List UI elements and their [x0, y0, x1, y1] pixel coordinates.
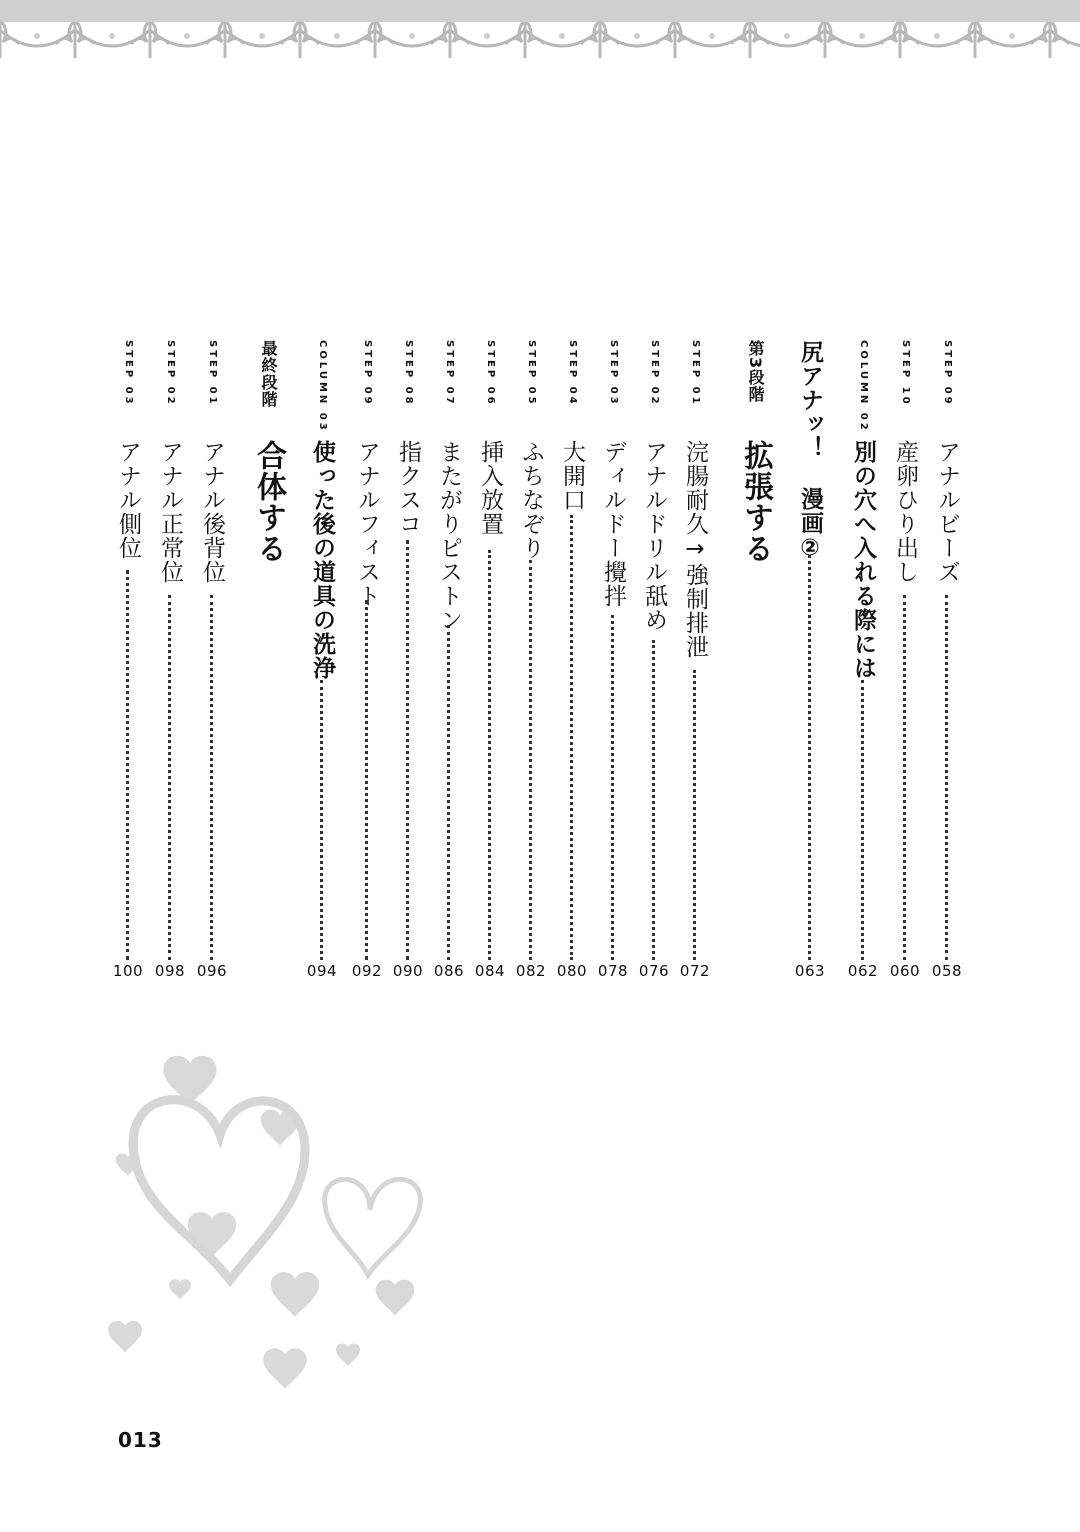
toc-entry[interactable] [429, 340, 469, 990]
entry-page: 072 [679, 962, 711, 980]
entry-page: 098 [154, 962, 186, 980]
decorative-lace-border [0, 0, 1080, 90]
decorative-hearts [100, 1040, 440, 1400]
entry-title: アナルフィスト [354, 440, 380, 608]
entry-label: STEP 01 [690, 340, 701, 407]
entry-title: ディルドー攪拌 [600, 440, 626, 608]
section-heading [735, 340, 775, 990]
entry-page: 100 [112, 962, 144, 980]
entry-label: STEP 03 [608, 340, 619, 407]
toc-entry[interactable] [927, 340, 967, 990]
entry-label: STEP 01 [207, 340, 218, 407]
section-heading [248, 340, 288, 990]
entry-title: 産卵ひり出し [892, 440, 918, 584]
entry-page: 084 [474, 962, 506, 980]
leader-dots [365, 600, 368, 960]
entry-title: 使った後の道具の洗浄 [309, 440, 335, 680]
toc-entry[interactable] [150, 340, 190, 990]
entry-title: ふちなぞり [518, 440, 544, 560]
entry-label: STEP 09 [942, 340, 953, 407]
toc-entry[interactable] [634, 340, 674, 990]
leader-dots [808, 555, 811, 960]
entry-label: STEP 06 [485, 340, 496, 407]
toc-entry[interactable] [192, 340, 232, 990]
leader-dots [945, 595, 948, 960]
toc-entry[interactable] [885, 340, 925, 990]
entry-label: STEP 02 [165, 340, 176, 407]
entry-page: 080 [556, 962, 588, 980]
entry-title: アナルビーズ [934, 440, 960, 584]
entry-label: COLUMN 03 [317, 340, 328, 433]
entry-page: 090 [392, 962, 424, 980]
entry-label: STEP 03 [123, 340, 134, 407]
entry-title: アナル後背位 [199, 440, 225, 584]
entry-title: 挿入放置 [477, 440, 503, 536]
section-label: 第3段階 [746, 340, 765, 404]
entry-page: 063 [794, 962, 826, 980]
entry-page: 096 [196, 962, 228, 980]
toc-entry[interactable] [790, 340, 830, 990]
section-title: 拡張する [738, 440, 773, 564]
toc-entry[interactable] [470, 340, 510, 990]
entry-page: 062 [847, 962, 879, 980]
entry-page: 058 [931, 962, 963, 980]
entry-label: STEP 08 [403, 340, 414, 407]
leader-dots [570, 515, 573, 960]
leader-dots [903, 595, 906, 960]
leader-dots [529, 560, 532, 960]
entry-title: またがりピストン [436, 440, 462, 632]
section-label: 最終段階 [259, 340, 278, 408]
entry-label: STEP 09 [362, 340, 373, 407]
leader-dots [693, 670, 696, 960]
entry-label: STEP 07 [444, 340, 455, 407]
entry-page: 082 [515, 962, 547, 980]
leader-dots [652, 640, 655, 960]
entry-title: 尻アナッ！ 漫画② [797, 340, 823, 562]
toc-entry[interactable] [675, 340, 715, 990]
toc-entry[interactable] [593, 340, 633, 990]
entry-title: 大開口 [559, 440, 585, 512]
entry-label: STEP 02 [649, 340, 660, 407]
entry-page: 092 [351, 962, 383, 980]
entry-title: アナル正常位 [157, 440, 183, 584]
leader-dots [861, 680, 864, 960]
leader-dots [168, 595, 171, 960]
entry-page: 078 [597, 962, 629, 980]
entry-label: COLUMN 02 [858, 340, 869, 433]
leader-dots [406, 540, 409, 960]
entry-title: 浣腸耐久→強制排泄 [682, 440, 708, 659]
toc-entry[interactable] [302, 340, 342, 990]
toc-entry[interactable] [347, 340, 387, 990]
leader-dots [126, 570, 129, 960]
toc-entry[interactable] [108, 340, 148, 990]
toc-entry[interactable] [552, 340, 592, 990]
entry-title: 指クスコ [395, 440, 421, 536]
entry-title: 別の穴へ入れる際には [850, 440, 876, 680]
page-number: 013 [118, 1428, 163, 1452]
toc-entry[interactable] [843, 340, 883, 990]
leader-dots [611, 615, 614, 960]
entry-title: アナル側位 [115, 440, 141, 560]
entry-page: 094 [306, 962, 338, 980]
leader-dots [447, 625, 450, 960]
entry-page: 086 [433, 962, 465, 980]
toc-entry[interactable] [388, 340, 428, 990]
toc-entry[interactable] [511, 340, 551, 990]
entry-title: アナルドリル舐め [641, 440, 667, 632]
leader-dots [488, 550, 491, 960]
entry-label: STEP 10 [900, 340, 911, 407]
section-title: 合体する [251, 440, 286, 564]
entry-label: STEP 05 [526, 340, 537, 407]
leader-dots [210, 595, 213, 960]
leader-dots [320, 680, 323, 960]
entry-page: 060 [889, 962, 921, 980]
entry-page: 076 [638, 962, 670, 980]
entry-label: STEP 04 [567, 340, 578, 407]
